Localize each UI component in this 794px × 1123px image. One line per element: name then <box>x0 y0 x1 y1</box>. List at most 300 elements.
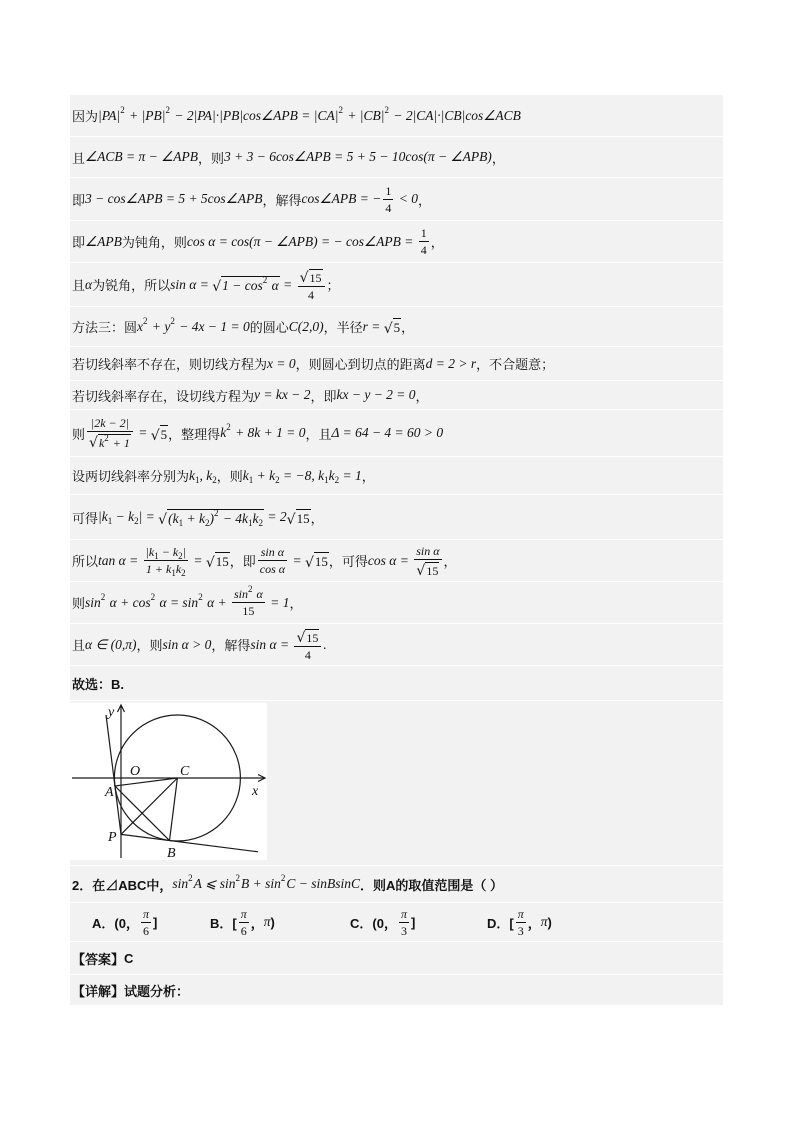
radical-sign-icon <box>206 551 215 570</box>
subscript: 2 <box>275 474 280 485</box>
radicand <box>221 276 280 294</box>
radicand <box>296 509 311 527</box>
math-number: 4 <box>304 647 311 662</box>
solution-line <box>70 540 723 582</box>
subscript: 2 <box>178 551 183 561</box>
fraction-numerator <box>399 907 409 923</box>
fraction-numerator <box>87 416 133 432</box>
text-run: ，解得 <box>211 638 251 653</box>
circle-tangent-diagram <box>70 703 267 860</box>
math-run: 3 − cos∠APB = 5 + 5cos∠APB <box>85 191 263 206</box>
superscript: 2 <box>104 433 109 443</box>
math-run: |k <box>98 509 108 524</box>
text-run: 则 <box>72 426 86 442</box>
text-run: ．则A的取值范围是（ ） <box>360 877 504 893</box>
fraction-denominator <box>414 560 441 578</box>
text-run: ，即 <box>229 554 256 569</box>
math-run: α + cos <box>106 594 151 610</box>
text-run: ，则 <box>216 469 243 484</box>
math-number: 15 <box>296 510 310 526</box>
geometry-figure <box>70 703 267 860</box>
math-run: y = kx − 2 <box>254 387 311 402</box>
answer-row <box>70 942 723 975</box>
text-run: 若切线斜率存在，设切线方程为 <box>72 388 255 404</box>
text-run: 设两切线斜率分别为 <box>72 469 190 484</box>
text-run: ， <box>310 510 324 526</box>
math-run: 3 + 3 − 6cos∠APB = 5 + 5 − 10cos(π − ∠APB) <box>223 149 492 164</box>
fraction-numerator <box>232 584 265 603</box>
math-run: + |PB| <box>125 107 166 123</box>
radical-sign-icon <box>296 628 305 645</box>
math-run: = −8, k <box>279 467 325 483</box>
math-run: k <box>220 425 227 440</box>
text-run: ， <box>415 388 429 404</box>
math-run: + k <box>183 510 205 526</box>
superscript: 2 <box>188 873 193 883</box>
square-root <box>296 628 319 645</box>
subscript: 2 <box>204 517 210 528</box>
text-run: ，则 <box>136 638 163 653</box>
text-run: ， <box>361 469 375 484</box>
fraction <box>414 544 441 578</box>
radical-sign-icon <box>300 268 309 285</box>
math-run: α <box>268 278 279 293</box>
math-run: π <box>517 906 524 921</box>
math-run: cos α = cos(π − ∠APB) = − cos∠APB = <box>186 233 417 249</box>
math-run: = 1 <box>339 467 362 483</box>
math-run: k <box>189 467 196 483</box>
text-run: 为钝角，则 <box>121 235 187 250</box>
question-stem <box>70 866 723 903</box>
math-run: C − sinBsinC <box>286 876 360 891</box>
text-run: ] <box>410 914 416 930</box>
fraction <box>298 268 325 302</box>
superscript: 2 <box>338 104 343 115</box>
answer-value: C <box>124 950 134 966</box>
solution-line <box>70 347 723 381</box>
fraction-denominator <box>419 242 429 257</box>
segment-cb <box>170 778 178 841</box>
math-number: 4 <box>420 243 427 257</box>
square-root <box>158 508 264 527</box>
label-a: A <box>105 785 114 800</box>
text-run: 且 <box>72 150 86 166</box>
math-number: 1 <box>420 226 427 240</box>
math-run: = <box>279 276 296 292</box>
math-number: 3 <box>400 923 407 938</box>
math-run: k <box>328 467 335 483</box>
subscript: 1 <box>248 474 254 485</box>
radicand <box>215 552 230 570</box>
math-run: k <box>175 562 182 576</box>
fraction <box>239 907 249 938</box>
text-run: 所以 <box>72 554 99 569</box>
math-run: x = 0 <box>267 355 296 371</box>
radicand <box>305 629 319 645</box>
label-x: x <box>252 784 259 799</box>
math-run: = <box>134 425 151 440</box>
square-root <box>300 268 323 285</box>
math-run: |2k − 2| <box>90 416 129 430</box>
text-run: ， <box>250 915 264 931</box>
solution-line <box>70 381 723 410</box>
square-root <box>305 551 329 570</box>
radical-sign-icon <box>158 508 167 527</box>
options-row <box>70 903 723 942</box>
text-run: ) <box>270 914 275 930</box>
fraction-numerator <box>239 907 249 923</box>
fraction <box>141 907 151 938</box>
fraction <box>144 545 188 576</box>
math-run: sin α <box>260 545 285 559</box>
document-body <box>70 95 723 1006</box>
fraction-denominator <box>298 287 325 302</box>
fraction-numerator <box>419 226 429 242</box>
math-run: − k <box>158 545 179 559</box>
math-run: α <box>253 587 263 601</box>
math-run: α <box>85 276 93 292</box>
superscript: 2 <box>198 591 203 602</box>
math-run: sin <box>234 587 249 601</box>
math-run: ∠ACB = π − ∠APB <box>85 149 198 164</box>
math-run: sin α <box>416 543 440 558</box>
radical-sign-icon <box>287 508 296 527</box>
text-run: 为锐角，所以 <box>92 278 171 293</box>
text-run: ) <box>547 914 552 930</box>
text-run: ，不合题意； <box>476 357 555 372</box>
math-number: 15 <box>215 554 229 569</box>
solution-line <box>70 495 723 540</box>
math-run: − 2|CA|·|CB|cos∠ACB <box>389 107 521 123</box>
math-run: sin α > 0 <box>162 636 212 652</box>
superscript: 2 <box>165 104 170 115</box>
math-run: = <box>189 552 206 568</box>
fraction-denominator <box>144 561 188 576</box>
segment-ac <box>115 778 177 786</box>
text-run: ，可得 <box>328 554 368 569</box>
math-run: x <box>137 318 144 334</box>
fraction-denominator <box>294 647 321 662</box>
subscript: 1 <box>154 551 159 561</box>
math-run: = 1 <box>266 594 290 610</box>
text-run: ， <box>443 554 457 569</box>
radicand <box>314 552 329 570</box>
radical-sign-icon <box>89 433 98 450</box>
fraction-numerator <box>414 544 441 560</box>
square-root <box>206 551 230 570</box>
radical-sign-icon <box>212 275 221 294</box>
answer-label: 【答案】 <box>72 951 125 967</box>
fraction-denominator <box>239 923 249 938</box>
subscript: 2 <box>134 516 139 526</box>
math-run: sin α = <box>170 276 213 292</box>
tangent-line-pb <box>121 834 258 851</box>
math-run: − 4k <box>219 510 249 526</box>
text-run: ，即 <box>310 388 337 404</box>
text-run: ，且 <box>305 426 332 442</box>
math-run: d = 2 > r <box>425 355 477 371</box>
math-run: |k <box>145 545 155 559</box>
text-run: 2．在⊿ABC中， <box>72 877 173 893</box>
fraction <box>232 584 265 618</box>
text-run: 且 <box>72 278 86 293</box>
solution-line <box>70 95 723 137</box>
subscript: 1 <box>178 517 184 528</box>
text-run: 若切线斜率不存在，则切线方程为 <box>72 357 268 372</box>
subscript: 2 <box>212 474 217 485</box>
solution-line <box>70 582 723 624</box>
superscript: 2 <box>262 275 268 285</box>
math-run: | = <box>138 509 159 524</box>
math-run: |PA| <box>98 107 121 123</box>
option-b[interactable] <box>210 907 350 938</box>
solution-line <box>70 307 723 347</box>
math-run: = 2 <box>264 509 287 524</box>
text-run: 因为 <box>72 109 99 124</box>
superscript: 2 <box>384 104 389 115</box>
math-run: sin <box>172 876 189 891</box>
subscript: 2 <box>334 474 340 485</box>
square-root <box>212 275 280 294</box>
solution-line <box>70 263 723 307</box>
solution-line <box>70 221 723 263</box>
square-root <box>384 317 401 336</box>
math-run: + y <box>148 318 171 334</box>
math-run: tan α = <box>98 552 142 568</box>
math-run: = <box>289 552 305 568</box>
option-d[interactable] <box>487 907 552 938</box>
math-run: . <box>323 636 327 652</box>
label-p: P <box>108 830 117 845</box>
math-run: < 0 <box>395 191 418 206</box>
fraction-numerator <box>294 628 321 647</box>
subscript: 2 <box>258 517 264 528</box>
solution-line <box>70 137 723 178</box>
text-run: ， <box>289 596 303 611</box>
option-c[interactable] <box>350 907 487 938</box>
fraction-denominator <box>141 923 151 938</box>
tangent-line-pa <box>106 715 121 834</box>
fraction-numerator <box>258 545 287 561</box>
text-run: B．[ <box>210 915 237 931</box>
math-number: 15 <box>309 270 322 285</box>
fraction <box>399 907 409 938</box>
text-run: ] <box>152 914 158 930</box>
radical-sign-icon <box>305 551 314 570</box>
math-run: , k <box>199 467 213 483</box>
math-run: α ∈ (0,π) <box>85 636 137 652</box>
math-run: 1 − cos <box>222 278 263 293</box>
math-number: 5 <box>160 426 168 442</box>
text-run: A．(0， <box>92 915 139 931</box>
math-run: cos α <box>259 562 286 576</box>
subscript: 1 <box>195 474 200 485</box>
solution-line <box>70 178 723 221</box>
math-run: − k <box>112 509 135 524</box>
fraction-denominator <box>383 200 393 215</box>
text-run: 且 <box>72 638 86 653</box>
superscript: 2 <box>213 507 219 518</box>
solution-line <box>70 624 723 666</box>
text-run: ，半径 <box>323 320 363 335</box>
superscript: 2 <box>143 315 148 326</box>
math-run: r = <box>362 318 384 334</box>
square-root <box>416 561 439 578</box>
text-run: ， <box>491 150 505 166</box>
radical-sign-icon <box>416 561 425 578</box>
math-number: 4 <box>308 287 315 302</box>
math-number: 4 <box>385 200 392 215</box>
math-run: k <box>252 510 259 526</box>
subscript: 1 <box>248 517 253 528</box>
fraction-denominator <box>516 923 526 938</box>
fraction-denominator <box>399 923 409 938</box>
math-run: − 2|PA|·|PB|cos∠APB = |CA| <box>170 107 339 123</box>
text-run: ， <box>417 192 431 208</box>
text-run: ， <box>430 235 444 250</box>
fraction-numerator <box>298 268 325 287</box>
text-run: ， <box>401 320 415 335</box>
math-number: 15 <box>314 554 328 569</box>
math-number: 3 <box>517 923 524 938</box>
radicand <box>309 269 323 285</box>
fraction-numerator <box>383 184 393 200</box>
subscript: 1 <box>107 516 113 526</box>
radical-sign-icon <box>384 317 393 336</box>
math-run: ∠APB <box>85 233 122 249</box>
math-run: kx − y − 2 = 0 <box>336 387 416 402</box>
superscript: 2 <box>120 104 125 115</box>
math-run: sin <box>85 594 101 610</box>
math-run: + 1 <box>109 436 130 450</box>
text-run: ，则 <box>197 150 224 166</box>
fraction-denominator <box>258 561 287 576</box>
text-run: ，解得 <box>262 192 302 208</box>
superscript: 2 <box>248 584 253 594</box>
math-run: Δ = 64 − 4 = 60 > 0 <box>331 425 444 440</box>
math-run: (k <box>168 510 179 526</box>
superscript: 2 <box>100 591 106 602</box>
superscript: 2 <box>150 591 156 602</box>
math-run: ) <box>209 510 214 526</box>
fraction <box>258 545 287 576</box>
text-run: 则 <box>72 596 86 611</box>
text-run: 即 <box>72 235 86 250</box>
fraction-numerator <box>141 907 151 923</box>
math-run: + |CB| <box>343 107 385 123</box>
fraction <box>419 226 429 257</box>
fraction-denominator <box>232 603 265 618</box>
fraction <box>294 628 321 662</box>
math-run: 1 + k <box>145 562 172 576</box>
square-root <box>287 508 311 527</box>
text-run: ，则圆心到切点的距离 <box>295 357 426 372</box>
math-number: 15 <box>242 604 255 618</box>
option-a[interactable] <box>92 907 210 938</box>
square-root <box>151 424 168 443</box>
math-number: 15 <box>306 630 319 645</box>
detail-row <box>70 975 723 1006</box>
radicand <box>393 318 402 336</box>
math-run: k <box>98 436 105 450</box>
math-number: 5 <box>393 320 401 335</box>
math-run: A ⩽ sin <box>193 876 236 891</box>
fraction-denominator <box>87 432 133 450</box>
segment-pc <box>121 778 177 834</box>
math-run: + 8k + 1 = 0 <box>231 425 306 440</box>
text-run: C．(0， <box>350 915 397 931</box>
math-run: α + <box>203 594 231 610</box>
radicand <box>425 562 439 578</box>
fraction <box>383 184 393 215</box>
label-y: y <box>108 705 115 720</box>
fraction-numerator <box>516 907 526 923</box>
superscript: 2 <box>170 315 175 326</box>
math-run: − 4x − 1 = 0 <box>175 318 250 334</box>
text-run: ， <box>527 915 541 931</box>
detail-text: 试题分析： <box>124 983 190 999</box>
radical-sign-icon <box>151 424 160 443</box>
math-run: C(2,0) <box>288 318 324 334</box>
math-run: π <box>142 906 149 921</box>
math-run: π <box>263 914 271 929</box>
superscript: 2 <box>226 422 231 432</box>
math-number: 1 <box>385 183 392 198</box>
text-run: 可得 <box>72 510 99 526</box>
solution-line <box>70 410 723 457</box>
text-run: 故选：B. <box>72 676 125 692</box>
math-run: π <box>240 906 247 921</box>
text-run: D．[ <box>487 915 514 931</box>
superscript: 2 <box>235 873 240 883</box>
label-b: B <box>167 846 176 860</box>
radicand <box>98 434 131 450</box>
math-run: α = sin <box>156 594 199 610</box>
text-run: 即 <box>72 192 86 208</box>
radicand <box>160 425 169 443</box>
math-number: 6 <box>240 923 247 938</box>
choice-conclusion <box>70 666 723 701</box>
text-run: 的圆心 <box>249 320 289 335</box>
solution-line <box>70 457 723 495</box>
math-number: 15 <box>426 563 439 578</box>
math-run: B + sin <box>241 876 281 891</box>
superscript: 2 <box>280 873 286 883</box>
math-run: | <box>182 545 186 559</box>
text-run: ，整理得 <box>168 426 221 442</box>
radicand <box>167 509 264 527</box>
math-run: cos α = <box>367 552 413 568</box>
math-run: π <box>540 914 548 929</box>
label-c: C <box>180 764 190 779</box>
fraction <box>87 416 133 450</box>
math-run: k <box>242 467 249 483</box>
math-run: π <box>400 906 407 921</box>
math-run: sin α = <box>250 636 293 652</box>
subscript: 2 <box>181 568 186 578</box>
subscript: 1 <box>324 474 329 485</box>
subscript: 1 <box>171 568 176 578</box>
fraction-numerator <box>144 545 188 561</box>
figure-row <box>70 701 723 866</box>
math-run: cos∠APB = − <box>301 191 382 206</box>
math-number: 6 <box>142 923 149 938</box>
math-run: + k <box>253 467 276 483</box>
label-o: O <box>130 764 141 779</box>
detail-label: 【详解】 <box>72 983 125 999</box>
text-run: ； <box>326 278 340 293</box>
square-root <box>89 433 131 450</box>
